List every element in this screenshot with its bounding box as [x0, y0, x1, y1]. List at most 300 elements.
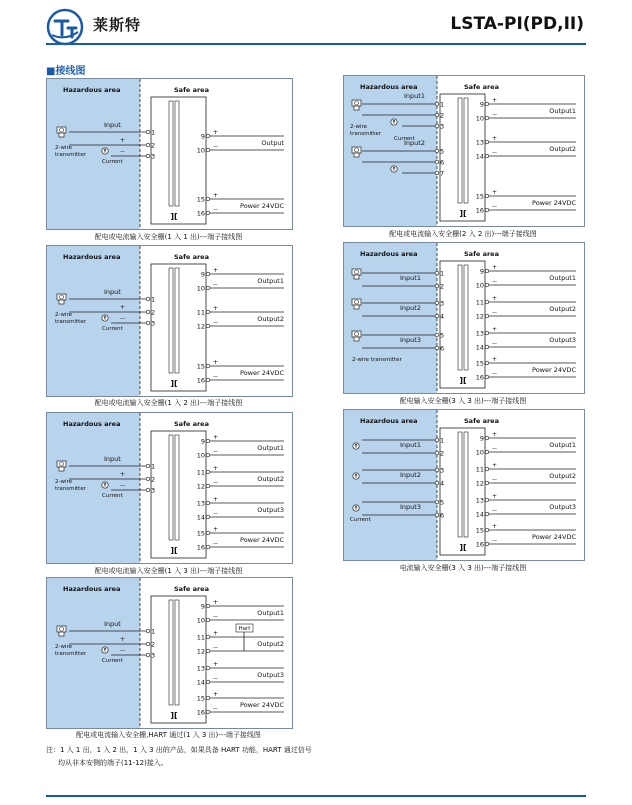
terminal-10-dot — [485, 450, 489, 454]
output-minus-3: — — [492, 508, 497, 514]
output-label-3: Output3 — [257, 506, 284, 514]
output-minus-2: — — [213, 320, 218, 326]
current-label: Current — [102, 658, 123, 664]
terminal-2-label: 2 — [151, 308, 156, 317]
terminal-11-label: 11 — [475, 298, 484, 307]
output-minus-1: — — [492, 279, 497, 285]
terminal-9-label: 9 — [479, 267, 484, 276]
terminal-9-dot — [485, 269, 489, 273]
terminal-2-dot — [146, 642, 150, 646]
output-plus-2: + — [492, 295, 498, 302]
terminal-11-dot — [485, 300, 489, 304]
diagram-caption-1: 配电或电流输入安全栅(1 入 1 出)---端子接线图 — [94, 233, 243, 241]
power-label: Power 24VDC — [240, 369, 284, 377]
barrier-isolation-left — [169, 600, 173, 705]
terminal-10-dot — [485, 283, 489, 287]
terminal-12-label: 12 — [196, 647, 205, 656]
terminal-13-dot — [485, 331, 489, 335]
terminal-1-label: 1 — [151, 462, 156, 471]
hazardous-area-label: Hazardous area — [360, 250, 418, 258]
output-minus-1: — — [492, 112, 497, 118]
terminal-3-dot — [146, 488, 150, 492]
terminal-4-dot — [435, 481, 439, 485]
plus-sign: + — [120, 636, 126, 643]
terminal-10-dot — [206, 618, 210, 622]
output-plus-3: + — [213, 496, 219, 503]
terminal-1-dot — [146, 297, 150, 301]
diagram-caption-3: 配电或电流输入安全栅(1 入 3 出)---端子接线图 — [94, 567, 243, 575]
barrier-module — [440, 261, 485, 388]
terminal-5-dot — [435, 333, 439, 337]
power-label: Power 24VDC — [240, 536, 284, 544]
transmitter-icon-body — [59, 133, 64, 137]
terminal-9-dot — [206, 134, 210, 138]
company-logo — [46, 8, 84, 46]
output-minus-1: — — [492, 446, 497, 452]
output-minus-1: — — [213, 282, 218, 288]
output-plus-3: + — [492, 326, 498, 333]
terminal-9-label: 9 — [479, 434, 484, 443]
current-label: Current — [102, 326, 123, 332]
hazardous-area-label: Hazardous area — [63, 420, 121, 428]
hazardous-area-label: Hazardous area — [63, 86, 121, 94]
module-symbol: ][ — [170, 379, 178, 388]
power-minus: — — [213, 706, 218, 712]
power-minus: — — [492, 371, 497, 377]
terminal-2-dot — [146, 310, 150, 314]
terminal-15-dot — [485, 194, 489, 198]
hazardous-area-label: Hazardous area — [63, 585, 121, 593]
output-label-2: Output2 — [549, 145, 576, 153]
terminal-13-label: 13 — [196, 664, 205, 673]
output-plus-2: + — [492, 462, 498, 469]
module-symbol: ][ — [459, 543, 467, 552]
power-plus: + — [213, 192, 219, 199]
output-minus-2: — — [213, 645, 218, 651]
input-label-2: Input2 — [400, 304, 421, 312]
output-minus-1: — — [213, 614, 218, 620]
hazardous-zone — [344, 410, 437, 560]
terminal-15-label: 15 — [196, 529, 205, 538]
transmitter-icon-2-body — [354, 305, 359, 309]
barrier-isolation-right — [464, 265, 468, 370]
output-label-1: Output1 — [257, 609, 284, 617]
terminal-2-dot — [435, 284, 439, 288]
barrier-isolation-left — [458, 265, 462, 370]
terminal-16-dot — [485, 542, 489, 546]
hazardous-area-label: Hazardous area — [360, 83, 418, 91]
terminal-16-dot — [206, 710, 210, 714]
power-label: Power 24VDC — [532, 366, 576, 374]
terminal-13-label: 13 — [475, 138, 484, 147]
transmitter-icon-body — [59, 467, 64, 471]
output-plus-2: + — [492, 135, 498, 142]
hart-label: Hart — [238, 626, 251, 632]
two-wire-label: 2-wire — [55, 312, 73, 318]
terminal-3-label: 3 — [440, 299, 445, 308]
terminal-16-label: 16 — [475, 540, 484, 549]
terminal-16-dot — [485, 375, 489, 379]
terminal-1-dot — [435, 271, 439, 275]
terminal-15-dot — [485, 528, 489, 532]
terminal-12-dot — [206, 484, 210, 488]
footer-divider — [46, 795, 586, 797]
terminal-13-label: 13 — [475, 329, 484, 338]
terminal-12-label: 12 — [196, 482, 205, 491]
diagram-caption-6: 配电输入安全栅(3 入 3 出)---端子接线图 — [399, 397, 527, 405]
power-plus: + — [492, 356, 498, 363]
terminal-15-dot — [206, 197, 210, 201]
transmitter-label: transmitter — [55, 486, 86, 492]
terminal-10-label: 10 — [196, 451, 205, 460]
output-minus-2: — — [492, 150, 497, 156]
terminal-14-label: 14 — [475, 152, 484, 161]
terminal-12-dot — [206, 649, 210, 653]
terminal-14-dot — [485, 512, 489, 516]
terminal-5-label: 5 — [440, 147, 445, 156]
terminal-1-dot — [146, 464, 150, 468]
terminal-10-label: 10 — [196, 284, 205, 293]
transmitter-icon-1-body — [354, 275, 359, 279]
terminal-12-label: 12 — [475, 312, 484, 321]
terminal-13-label: 13 — [196, 499, 205, 508]
power-label: Power 24VDC — [240, 701, 284, 709]
terminal-3-dot — [435, 468, 439, 472]
terminal-10-label: 10 — [475, 448, 484, 457]
terminal-15-label: 15 — [475, 526, 484, 535]
diagram-caption-7: 电流输入安全栅(3 入 3 出)---端子接线图 — [399, 564, 527, 572]
output-label-2: Output2 — [257, 640, 284, 648]
terminal-2-label: 2 — [440, 111, 445, 120]
output-plus-1: + — [213, 599, 219, 606]
power-plus: + — [213, 691, 219, 698]
wiring-diagram-3 — [46, 412, 293, 564]
safe-area-label: Safe area — [174, 86, 209, 94]
terminal-6-label: 6 — [440, 511, 445, 520]
output-plus-2: + — [213, 305, 219, 312]
output-label-1: Output1 — [549, 107, 576, 115]
diagram-svg-4 — [47, 578, 292, 728]
terminal-9-label: 9 — [200, 602, 205, 611]
terminal-6-label: 6 — [440, 344, 445, 353]
terminal-14-label: 14 — [475, 343, 484, 352]
terminal-13-dot — [206, 501, 210, 505]
plus-sign: + — [120, 304, 126, 311]
output-minus-2: — — [492, 310, 497, 316]
terminal-7-label: 7 — [440, 169, 445, 178]
output-label-2: Output2 — [257, 315, 284, 323]
power-plus: + — [213, 526, 219, 533]
terminal-9-dot — [485, 436, 489, 440]
terminal-9-label: 9 — [200, 270, 205, 279]
two-wire-label: 2-wire — [350, 124, 368, 130]
terminal-12-label: 12 — [196, 322, 205, 331]
current-label: Current — [350, 517, 371, 523]
terminal-15-label: 15 — [196, 362, 205, 371]
module-symbol: ][ — [170, 212, 178, 221]
terminal-3-dot — [435, 301, 439, 305]
barrier-isolation-left — [169, 268, 173, 373]
note-line-1: 注：1 入 1 出，1 入 2 出，1 入 3 出的产品，如果具备 HART 功能，HART 通过信号 — [46, 746, 312, 754]
input-label-2: Input2 — [400, 471, 421, 479]
output-label-3: Output3 — [549, 336, 576, 344]
output-minus-3: — — [492, 341, 497, 347]
hazardous-area-label: Hazardous area — [63, 253, 121, 261]
current-label: Current — [102, 159, 123, 165]
barrier-isolation-right — [464, 432, 468, 537]
terminal-2-dot — [146, 143, 150, 147]
output-minus-1: — — [213, 449, 218, 455]
output-minus-1: — — [213, 144, 218, 150]
barrier-isolation-right — [175, 435, 179, 540]
output-plus-1: + — [492, 431, 498, 438]
power-label: Power 24VDC — [532, 199, 576, 207]
terminal-16-label: 16 — [475, 373, 484, 382]
terminal-13-dot — [485, 498, 489, 502]
diagram-caption-5: 配电或电流输入安全栅(2 入 2 出)---端子接线图 — [389, 230, 537, 238]
terminal-2-dot — [146, 477, 150, 481]
output-label-3: Output3 — [257, 671, 284, 679]
terminal-1-label: 1 — [151, 627, 156, 636]
wiring-diagram-7 — [343, 409, 585, 561]
diagram-svg-3 — [47, 413, 292, 563]
power-minus: — — [213, 374, 218, 380]
output-label-1: Output1 — [549, 441, 576, 449]
terminal-4-dot — [435, 314, 439, 318]
terminal-9-label: 9 — [479, 100, 484, 109]
terminal-11-dot — [206, 310, 210, 314]
terminal-10-label: 10 — [196, 146, 205, 155]
terminal-1-dot — [435, 438, 439, 442]
terminal-3-label: 3 — [151, 651, 156, 660]
power-plus: + — [213, 359, 219, 366]
terminal-11-dot — [206, 635, 210, 639]
terminal-14-label: 14 — [196, 678, 205, 687]
power-plus: + — [492, 523, 498, 530]
section-title: ■接线图 — [46, 66, 86, 77]
terminal-4-label: 4 — [440, 479, 445, 488]
hazardous-area-label: Hazardous area — [360, 417, 418, 425]
terminal-1-label: 1 — [440, 100, 445, 109]
terminal-13-dot — [485, 140, 489, 144]
input-label-3: Input3 — [400, 503, 421, 511]
terminal-3-label: 3 — [151, 152, 156, 161]
terminal-2-label: 2 — [151, 141, 156, 150]
terminal-10-dot — [206, 286, 210, 290]
terminal-9-dot — [206, 439, 210, 443]
transmitter-icon-2-body — [354, 153, 359, 157]
two-wire-transmitter-label: 2-wire transmitter — [352, 357, 402, 363]
terminal-10-dot — [485, 116, 489, 120]
terminal-13-label: 13 — [475, 496, 484, 505]
terminal-5-label: 5 — [440, 498, 445, 507]
two-wire-label: 2-wire — [55, 644, 73, 650]
input-label-1: Input1 — [400, 274, 421, 282]
input-label: Input — [104, 620, 121, 628]
terminal-11-dot — [206, 470, 210, 474]
output-label-2: Output2 — [549, 472, 576, 480]
safe-area-label: Safe area — [464, 83, 499, 91]
terminal-1-label: 1 — [440, 436, 445, 445]
minus-sign: — — [120, 648, 125, 654]
terminal-16-label: 16 — [196, 209, 205, 218]
terminal-1-label: 1 — [151, 128, 156, 137]
terminal-3-label: 3 — [440, 466, 445, 475]
terminal-9-label: 9 — [200, 437, 205, 446]
output-minus-3: — — [213, 511, 218, 517]
terminal-15-dot — [206, 696, 210, 700]
diagram-svg-5 — [344, 76, 584, 226]
terminal-3-label: 3 — [151, 319, 156, 328]
diagram-svg-6 — [344, 243, 584, 393]
terminal-9-dot — [206, 272, 210, 276]
terminal-14-dot — [485, 345, 489, 349]
terminal-2-label: 2 — [151, 640, 156, 649]
module-symbol: ][ — [459, 209, 467, 218]
terminal-12-label: 12 — [475, 479, 484, 488]
page-header — [0, 0, 632, 55]
barrier-isolation-right — [175, 101, 179, 206]
transmitter-label: transmitter — [350, 131, 381, 137]
current-label: Current — [102, 493, 123, 499]
input-label: Input — [104, 121, 121, 129]
input-label-2: Input2 — [404, 139, 425, 147]
power-minus: — — [213, 207, 218, 213]
output-label-1: Output1 — [549, 274, 576, 282]
terminal-7-dot — [435, 171, 439, 175]
safe-area-label: Safe area — [174, 253, 209, 261]
minus-sign: — — [120, 149, 125, 155]
plus-sign: + — [120, 137, 126, 144]
input-label: Input — [104, 455, 121, 463]
current-label: Current — [394, 136, 415, 142]
terminal-15-label: 15 — [196, 195, 205, 204]
terminal-16-label: 16 — [475, 206, 484, 215]
wiring-diagram-5 — [343, 75, 585, 227]
output-label-2: Output2 — [549, 305, 576, 313]
terminal-15-dot — [485, 361, 489, 365]
output-label-1: Output — [261, 139, 284, 147]
wiring-diagram-2 — [46, 245, 293, 397]
transmitter-icon-body — [59, 632, 64, 636]
terminal-15-label: 15 — [475, 359, 484, 368]
power-minus: — — [213, 541, 218, 547]
terminal-1-label: 1 — [151, 295, 156, 304]
input-label-1: Input1 — [404, 92, 425, 100]
terminal-4-label: 4 — [440, 312, 445, 321]
terminal-10-dot — [206, 148, 210, 152]
terminal-14-label: 14 — [196, 513, 205, 522]
output-minus-3: — — [213, 676, 218, 682]
module-symbol: ][ — [170, 711, 178, 720]
barrier-module — [440, 428, 485, 555]
terminal-11-label: 11 — [196, 633, 205, 642]
output-plus-1: + — [213, 267, 219, 274]
input-label-3: Input3 — [400, 336, 421, 344]
terminal-14-dot — [206, 680, 210, 684]
terminal-5-dot — [435, 149, 439, 153]
diagram-svg-2 — [47, 246, 292, 396]
terminal-15-dot — [206, 531, 210, 535]
output-label-1: Output1 — [257, 444, 284, 452]
terminal-6-dot — [435, 346, 439, 350]
module-symbol: ][ — [459, 376, 467, 385]
terminal-12-dot — [206, 324, 210, 328]
terminal-10-label: 10 — [196, 616, 205, 625]
terminal-2-label: 2 — [440, 282, 445, 291]
wiring-diagram-4 — [46, 577, 293, 729]
terminal-6-dot — [435, 160, 439, 164]
input-label-1: Input1 — [400, 441, 421, 449]
terminal-3-label: 3 — [440, 122, 445, 131]
terminal-11-label: 11 — [196, 468, 205, 477]
header-divider — [46, 43, 586, 45]
terminal-5-dot — [435, 500, 439, 504]
terminal-2-dot — [435, 451, 439, 455]
terminal-15-label: 15 — [196, 694, 205, 703]
output-plus-1: + — [492, 97, 498, 104]
output-label-1: Output1 — [257, 277, 284, 285]
safe-area-label: Safe area — [464, 417, 499, 425]
two-wire-label: 2-wire — [55, 479, 73, 485]
note-line-2: 均从非本安侧的端子(11-12)接入。 — [58, 759, 168, 767]
terminal-1-dot — [435, 102, 439, 106]
terminal-2-label: 2 — [151, 475, 156, 484]
output-plus-2: + — [213, 465, 219, 472]
model-number: LSTA-PI(PD,II) — [450, 14, 584, 34]
terminal-2-label: 2 — [440, 449, 445, 458]
power-label: Power 24VDC — [240, 202, 284, 210]
terminal-9-label: 9 — [200, 132, 205, 141]
power-minus: — — [492, 204, 497, 210]
power-minus: — — [492, 538, 497, 544]
module-symbol: ][ — [170, 546, 178, 555]
wiring-diagram-6 — [343, 242, 585, 394]
transmitter-label: transmitter — [55, 319, 86, 325]
hazardous-zone — [344, 243, 437, 393]
terminal-3-label: 3 — [151, 486, 156, 495]
diagram-svg-1 — [47, 79, 292, 229]
terminal-14-dot — [206, 515, 210, 519]
output-label-3: Output3 — [549, 503, 576, 511]
wiring-diagram-1 — [46, 78, 293, 230]
terminal-16-label: 16 — [196, 543, 205, 552]
output-minus-2: — — [213, 480, 218, 486]
terminal-14-label: 14 — [475, 510, 484, 519]
power-plus: + — [492, 189, 498, 196]
terminal-3-dot — [146, 653, 150, 657]
diagram-caption-4: 配电或电流输入安全栅,HART 通过(1 入 3 出)---端子接线图 — [76, 731, 261, 739]
terminal-11-label: 11 — [475, 465, 484, 474]
output-plus-1: + — [213, 434, 219, 441]
output-minus-2: — — [492, 477, 497, 483]
two-wire-label: 2-wire — [55, 145, 73, 151]
output-plus-2: + — [213, 630, 219, 637]
output-plus-1: + — [213, 129, 219, 136]
terminal-9-dot — [485, 102, 489, 106]
output-label-2: Output2 — [257, 475, 284, 483]
output-plus-3: + — [492, 493, 498, 500]
transmitter-label: transmitter — [55, 651, 86, 657]
terminal-3-dot — [146, 154, 150, 158]
terminal-16-dot — [206, 378, 210, 382]
terminal-9-dot — [206, 604, 210, 608]
terminal-10-label: 10 — [475, 281, 484, 290]
terminal-3-dot — [435, 124, 439, 128]
terminal-10-dot — [206, 453, 210, 457]
barrier-isolation-right — [175, 268, 179, 373]
transmitter-icon-body — [59, 300, 64, 304]
